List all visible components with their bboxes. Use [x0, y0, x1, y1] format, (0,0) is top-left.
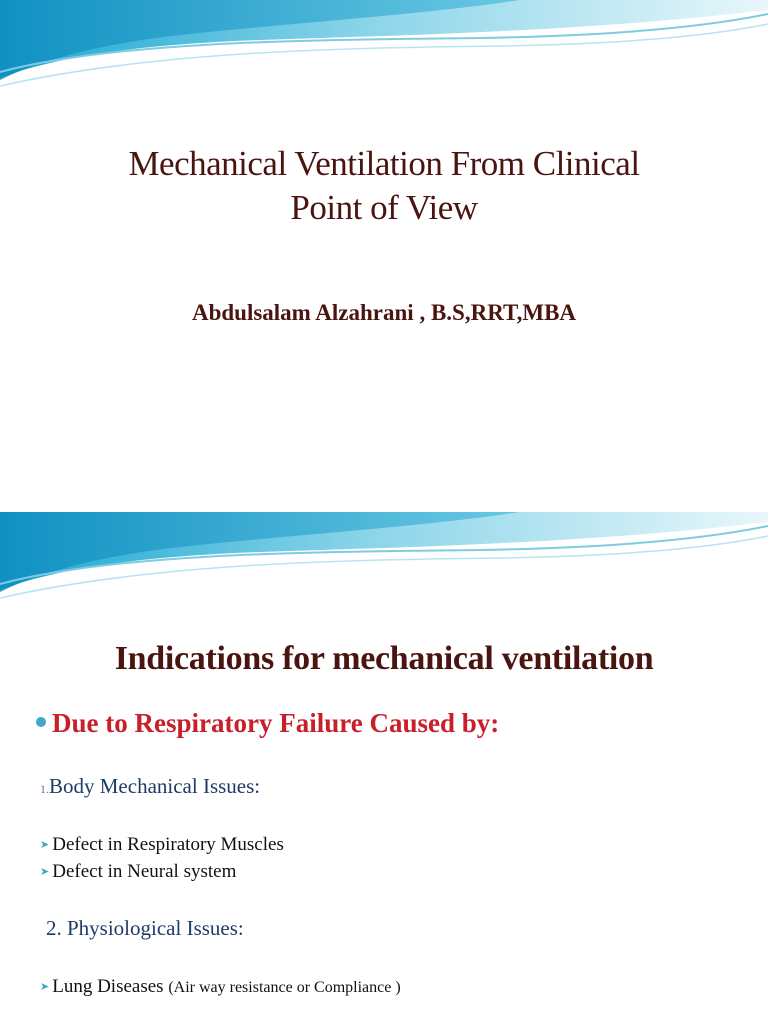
list-item-text: Lung Diseases: [52, 976, 169, 997]
arrow-bullet-icon: ➤: [40, 839, 50, 851]
main-bullet-text: Due to Respiratory Failure Caused by:: [52, 708, 500, 738]
arrow-bullet-icon: ➤: [40, 866, 50, 878]
author-line: Abdulsalam Alzahrani , B.S,RRT,MBA: [191, 300, 577, 325]
list-item: [40, 834, 284, 856]
main-bullet: [36, 708, 499, 739]
section-heading-1: [40, 774, 260, 799]
list-item-text: Defect in Respiratory Muscles: [52, 834, 284, 855]
section-label: Body Mechanical Issues:: [49, 774, 261, 798]
slide-title: [0, 142, 768, 230]
list-item-text: Defect in Neural system: [52, 861, 237, 882]
list-item-detail: (Air way resistance or Compliance ): [168, 979, 401, 996]
section-heading-2: 2. Physiological Issues:: [46, 916, 244, 940]
circle-bullet-icon: [36, 717, 46, 727]
list-item: [40, 976, 401, 998]
wave-header-decoration: [0, 512, 768, 612]
slide-title: Indications for mechanical ventilation: [114, 640, 654, 677]
slide-title-line-2: Point of View: [290, 188, 478, 227]
arrow-bullet-icon: ➤: [40, 981, 50, 993]
wave-header-decoration: [0, 0, 768, 100]
list-item: [40, 861, 236, 883]
slide-title-line-1: Mechanical Ventilation From Clinical: [128, 144, 640, 183]
section-number: 1.: [40, 782, 49, 796]
slide-2: [0, 512, 768, 1024]
